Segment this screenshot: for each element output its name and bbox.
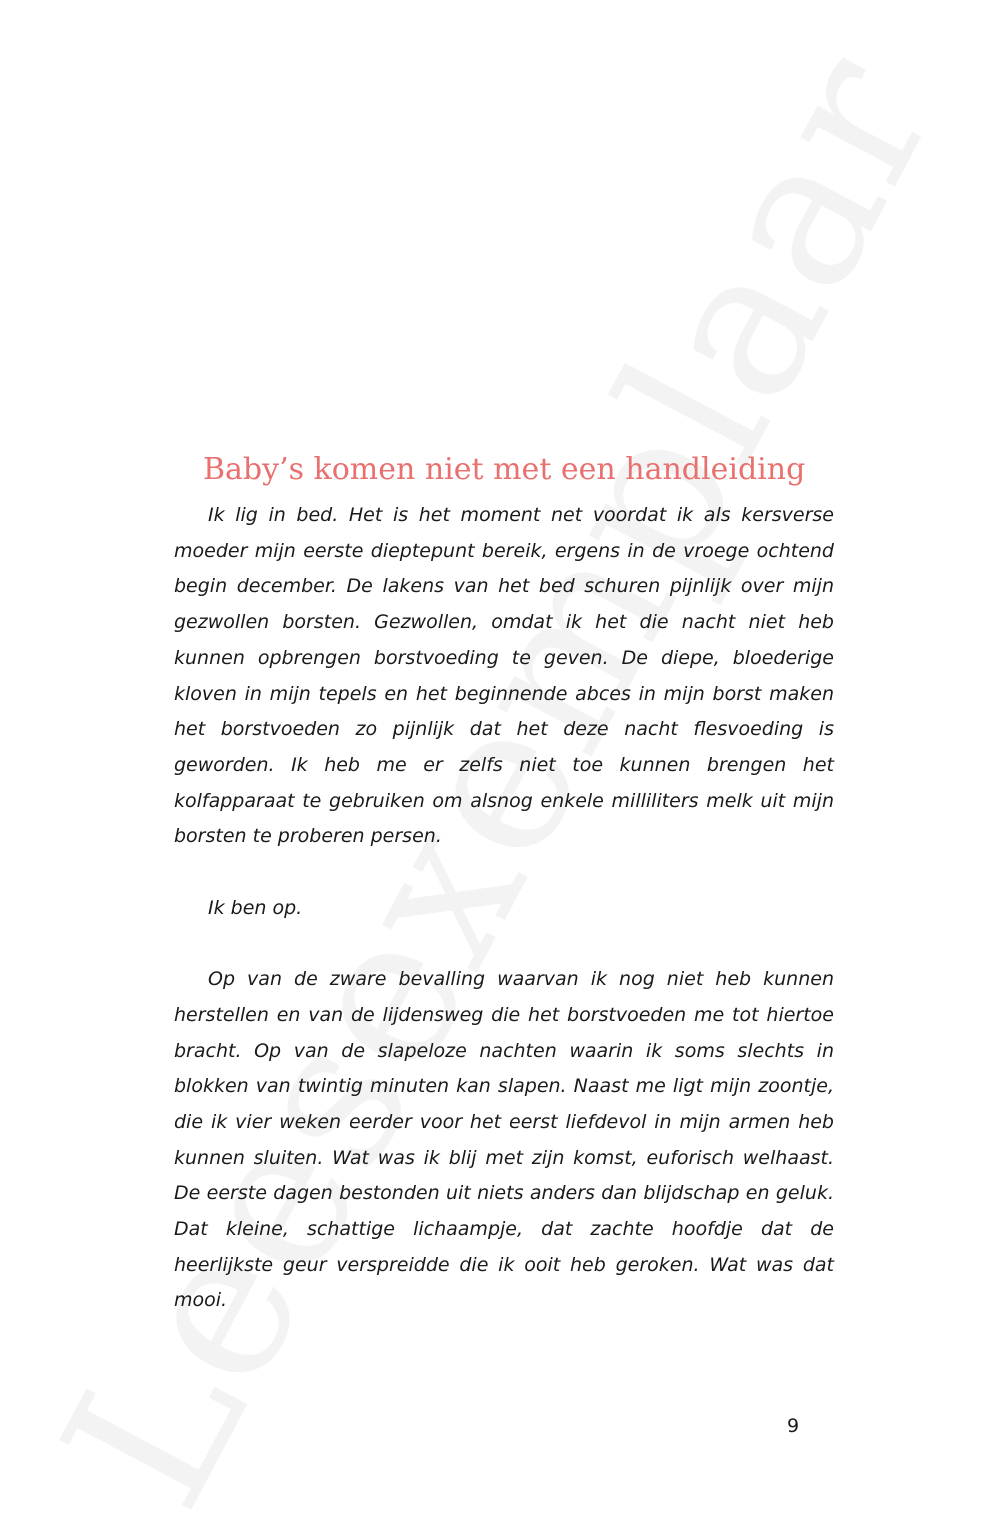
page-number: 9 [786, 1415, 800, 1437]
body-paragraph: Ik ben op. [208, 896, 303, 919]
chapter-title: Baby’s komen niet met een handleiding [203, 452, 806, 487]
body-paragraph: Ik lig in bed. Het is het moment net voordat ik als kersverse moeder mijn eerste dieptepunt bereik, ergens in de vroege ochtend begin december. De lakens van het bed schuren pijnlijk over mijn gezwollen borsten. Gezwollen, omdat ik het die nacht niet heb kunnen opbrengen borstvoeding te geven. De diepe, bloederige kloven in mijn tepels en het beginnende abces in mijn borst maken het borstvoeden zo pijnlijk dat het deze nacht flesvoeding is geworden. Ik heb me er zelfs niet toe kunnen brengen het kolfapparaat te gebruiken om alsnog enkele milliliters melk uit mijn borsten te proberen persen. [174, 504, 834, 848]
page-content [174, 448, 834, 1319]
body-paragraph: Op van de zware bevalling waarvan ik nog niet heb kunnen herstellen en van de lijdensweg die het borstvoeden me tot hiertoe bracht. Op van de slapeloze nachten waarin ik soms slechts in blokken van twintig minuten kan slapen. Naast me ligt mijn zoontje, die ik vier weken eerder voor het eerst liefdevol in mijn armen heb kunnen sluiten. Wat was ik blij met zijn komst, euforisch welhaast. De eerste dagen bestonden uit niets anders dan blijdschap en geluk. Dat kleine, schattige lichaampje, dat zachte hoofdje dat de heerlijkste geur verspreidde die ik ooit heb geroken. Wat was dat mooi. [174, 968, 834, 1312]
